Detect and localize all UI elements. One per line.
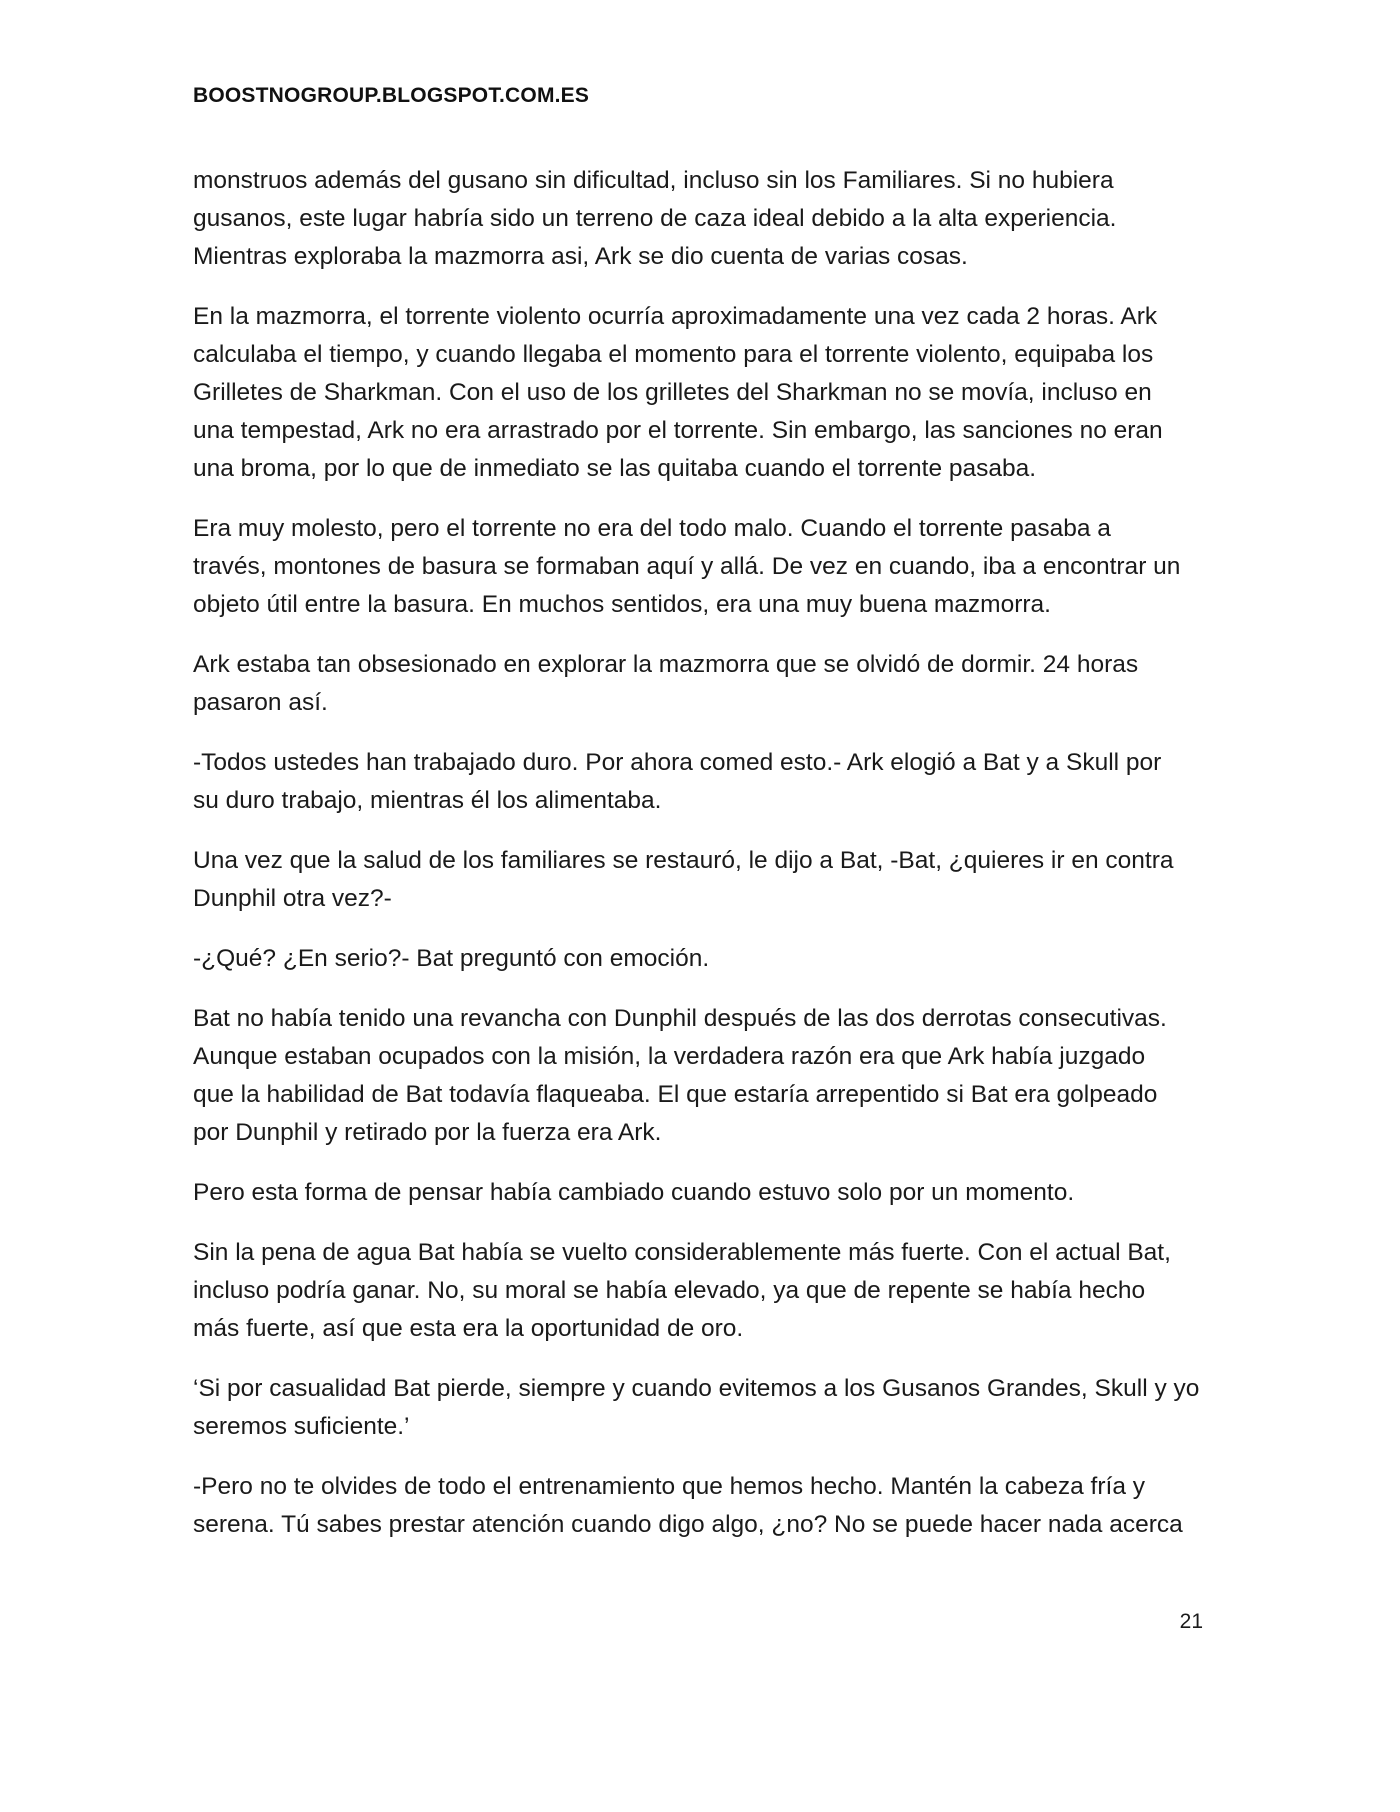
text-line: más fuerte, así que esta era la oportunidad de oro. [193, 1315, 744, 1342]
paragraph [193, 1468, 1208, 1544]
paragraph [193, 1000, 1208, 1152]
text-line: por Dunphil y retirado por la fuerza era Ark. [193, 1119, 662, 1146]
text-line: incluso podría ganar. No, su moral se había elevado, ya que de repente se había hecho [193, 1277, 1146, 1304]
paragraph [193, 1174, 1208, 1212]
paragraph [193, 646, 1208, 722]
text-line: Una vez que la salud de los familiares se restauró, le dijo a Bat, -Bat, ¿quieres ir en contra [193, 847, 1174, 874]
text-line: Ark estaba tan obsesionado en explorar la mazmorra que se olvidó de dormir. 24 horas [193, 651, 1139, 678]
paragraph [193, 162, 1208, 276]
text-line: Sin la pena de agua Bat había se vuelto considerablemente más fuerte. Con el actual Bat, [193, 1239, 1171, 1266]
text-line: monstruos además del gusano sin dificultad, incluso sin los Familiares. Si no hubiera [193, 167, 1114, 194]
text-line: -Pero no te olvides de todo el entrenamiento que hemos hecho. Mantén la cabeza fría y [193, 1473, 1146, 1500]
text-line: Aunque estaban ocupados con la misión, la verdadera razón era que Ark había juzgado [193, 1043, 1146, 1070]
text-line: que la habilidad de Bat todavía flaqueaba. El que estaría arrepentido si Bat era golpeado [193, 1081, 1158, 1108]
text-line: pasaron así. [193, 689, 328, 716]
paragraph [193, 510, 1208, 624]
paragraph [193, 298, 1208, 488]
text-line: Dunphil otra vez?- [193, 885, 392, 912]
text-line: En la mazmorra, el torrente violento ocurría aproximadamente una vez cada 2 horas. Ark [193, 303, 1158, 330]
text-line: gusanos, este lugar habría sido un terreno de caza ideal debido a la alta experiencia. [193, 205, 1117, 232]
text-line: su duro trabajo, mientras él los alimentaba. [193, 787, 662, 814]
body-text [193, 162, 1208, 1566]
text-line: Grilletes de Sharkman. Con el uso de los grilletes del Sharkman no se movía, incluso en [193, 379, 1152, 406]
text-line: -¿Qué? ¿En serio?- Bat preguntó con emoción. [193, 945, 710, 972]
paragraph [193, 744, 1208, 820]
text-line: ‘Si por casualidad Bat pierde, siempre y cuando evitemos a los Gusanos Grandes, Skull y yo [193, 1375, 1200, 1402]
page-header: BOOSTNOGROUP.BLOGSPOT.COM.ES [193, 84, 590, 107]
text-line: Pero esta forma de pensar había cambiado cuando estuvo solo por un momento. [193, 1179, 1075, 1206]
text-line: objeto útil entre la basura. En muchos sentidos, era una muy buena mazmorra. [193, 591, 1051, 618]
text-line: -Todos ustedes han trabajado duro. Por ahora comed esto.- Ark elogió a Bat y a Skull por [193, 749, 1162, 776]
text-line: través, montones de basura se formaban aquí y allá. De vez en cuando, iba a encontrar un [193, 553, 1181, 580]
page-number: 21 [1179, 1610, 1203, 1633]
paragraph [193, 940, 1208, 978]
text-line: Bat no había tenido una revancha con Dunphil después de las dos derrotas consecutivas. [193, 1005, 1167, 1032]
text-line: Mientras exploraba la mazmorra asi, Ark se dio cuenta de varias cosas. [193, 243, 968, 270]
text-line: una broma, por lo que de inmediato se las quitaba cuando el torrente pasaba. [193, 455, 1037, 482]
text-line: serena. Tú sabes prestar atención cuando digo algo, ¿no? No se puede hacer nada acerca [193, 1511, 1183, 1538]
text-line: calculaba el tiempo, y cuando llegaba el momento para el torrente violento, equipaba los [193, 341, 1154, 368]
text-line: seremos suficiente.’ [193, 1413, 410, 1440]
text-line: una tempestad, Ark no era arrastrado por el torrente. Sin embargo, las sanciones no eran [193, 417, 1163, 444]
paragraph [193, 1234, 1208, 1348]
paragraph [193, 842, 1208, 918]
text-line: Era muy molesto, pero el torrente no era del todo malo. Cuando el torrente pasaba a [193, 515, 1111, 542]
paragraph [193, 1370, 1208, 1446]
